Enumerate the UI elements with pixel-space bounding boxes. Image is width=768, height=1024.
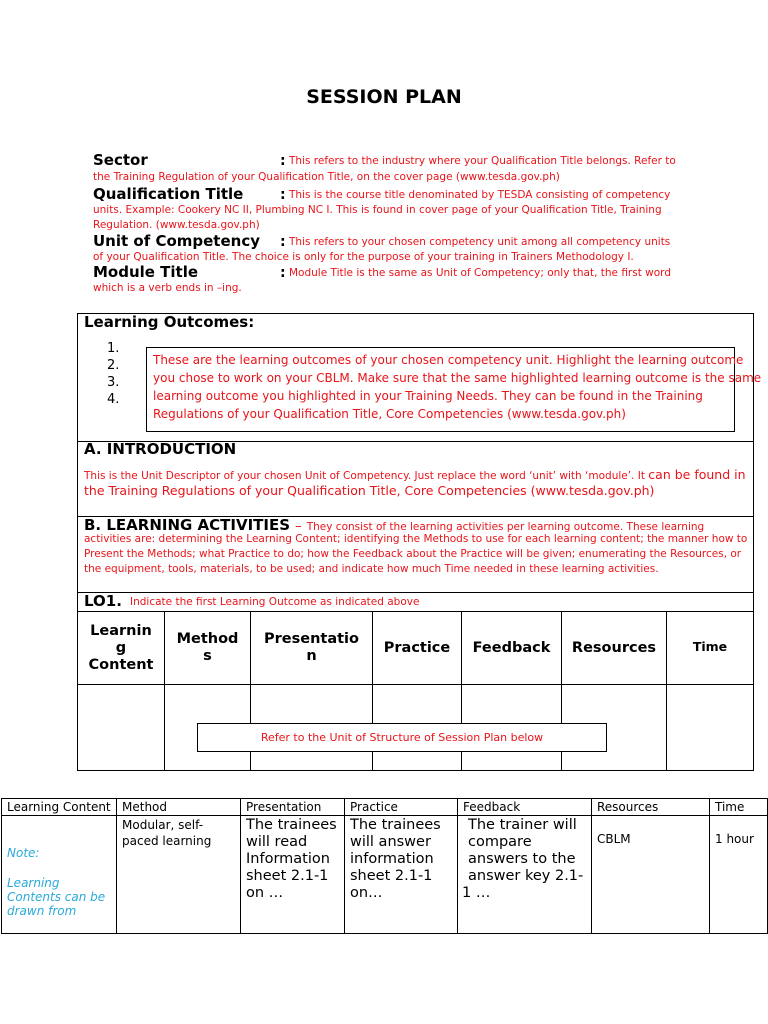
bottom-cell-practice: The trainees will answer information sheet 2.1-1 on…: [345, 816, 458, 934]
lo-number: 3.: [107, 375, 120, 390]
bottom-header-cell: Practice: [345, 799, 458, 816]
bottom-cell-learning-content: [2, 816, 117, 934]
introduction-text-line1: [84, 467, 746, 482]
plan-header-resources: Resources: [571, 639, 657, 656]
sector-desc-line2: the Training Regulation of your Qualification Title, on the cover page (www.tesda.gov.ph): [93, 171, 560, 183]
learning-activities-dash: –: [295, 519, 302, 534]
sector-desc-line1: This refers to the industry where your Qualification Title belongs. Refer to: [289, 155, 676, 167]
lo-note-line: Regulations of your Qualification Title, Core Competencies (www.tesda.gov.ph): [153, 407, 626, 421]
unit-desc-line1: This refers to your chosen competency unit among all competency units: [289, 236, 671, 248]
learning-content-note-line: drawn from: [7, 904, 77, 918]
introduction-text-line2: the Training Regulations of your Qualification Title, Core Competencies (www.tesda.gov.ph): [84, 483, 655, 498]
lo-note-line: learning outcome you highlighted in your Training Needs. They can be found in the Training: [153, 389, 703, 403]
bottom-table: [1, 798, 768, 934]
plan-header-methods: Method s: [176, 631, 239, 664]
learning-content-note-line: Contents can be: [7, 890, 106, 904]
lo-number: 1.: [107, 341, 120, 356]
module-colon: :: [280, 265, 286, 281]
lo-number: 4.: [107, 392, 120, 407]
learning-outcomes-heading: Learning Outcomes:: [84, 313, 255, 331]
learning-content-note-line: Learning: [7, 876, 60, 890]
plan-table-overlay-note: Refer to the Unit of Structure of Session Plan below: [197, 723, 607, 752]
learning-outcomes-note-box: [146, 347, 762, 432]
module-desc-line2: which is a verb ends in –ing.: [93, 282, 242, 294]
page-title: SESSION PLAN: [306, 86, 462, 108]
lo-number: 2.: [107, 358, 120, 373]
qualification-desc-line2: units. Example: Cookery NC II, Plumbing NC I. This is found in cover page of your Qualification Title, Training: [93, 204, 662, 216]
feedback-text-line: The trainer will compare answers to the answer key 2.1-: [468, 817, 584, 884]
learning-activities-desc-line1: They consist of the learning activities per learning outcome. These learning: [306, 521, 705, 533]
table-row: [2, 816, 768, 934]
plan-header-presentation: Presentatio n: [264, 631, 359, 664]
qualification-desc-line1: This is the course title denominated by TESDA consisting of competency: [289, 189, 671, 201]
plan-header-feedback: Feedback: [472, 639, 551, 656]
plan-table-row-divider: [77, 684, 754, 685]
sector-colon: :: [280, 153, 286, 169]
qualification-desc-line3: Regulation. (www.tesda.gov.ph): [93, 219, 260, 231]
learning-activities-desc-line2: activities are: determining the Learning Content; identifying the Methods to use for each learning content; the manner how to: [84, 533, 748, 545]
feedback-text-line: 1 …: [462, 885, 491, 901]
bottom-header-cell: Presentation: [241, 799, 345, 816]
bottom-header-cell: Method: [117, 799, 241, 816]
introduction-text-part-a: This is the Unit Descriptor of your chosen Unit of Competency. Just replace the word ‘unit’ with ‘module’. It: [84, 470, 645, 482]
lo-note-line: you chose to work on your CBLM. Make sure that the same highlighted learning outcome is the same: [153, 371, 762, 385]
bottom-cell-resources: CBLM: [592, 816, 710, 934]
lo-note-line: These are the learning outcomes of your chosen competency unit. Highlight the learning outcome: [153, 353, 744, 367]
bottom-header-cell: Learning Content: [2, 799, 117, 816]
unit-label: Unit of Competency: [93, 232, 260, 250]
bottom-cell-presentation: The trainees will read Information sheet 2.1-1 on …: [241, 816, 345, 934]
plan-header-practice: Practice: [383, 639, 451, 656]
learning-activities-desc-line4: the equipment, tools, materials, to be used; and indicate how much Time needed in these learning activities.: [84, 563, 659, 575]
plan-header-time: Time: [692, 638, 728, 654]
qualification-label: Qualification Title: [93, 185, 244, 203]
module-desc-line1: Module Title is the same as Unit of Competency; only that, the first word: [289, 267, 671, 279]
learning-outcomes-numbers: [107, 340, 119, 408]
bottom-cell-time: 1 hour: [710, 816, 768, 934]
learning-activities-heading: B. LEARNING ACTIVITIES: [84, 516, 291, 534]
bottom-cell-method: Modular, self-paced learning: [117, 816, 241, 934]
bottom-header-cell: Time: [710, 799, 768, 816]
qualification-colon: :: [280, 187, 286, 203]
bottom-header-cell: Resources: [592, 799, 710, 816]
sector-label: Sector: [93, 151, 148, 169]
plan-header-learning-content: Learnin g Content: [88, 622, 154, 673]
learning-content-note-line: Note:: [7, 846, 40, 860]
bottom-table-header-row: [2, 799, 768, 816]
learning-activities-desc-line3: Present the Methods; what Practice to do; how the Feedback about the Practice will be given; enumerating the Resources, or: [84, 548, 742, 560]
unit-colon: :: [280, 234, 286, 250]
lo1-desc: Indicate the first Learning Outcome as indicated above: [130, 596, 420, 608]
introduction-heading: A. INTRODUCTION: [84, 440, 237, 458]
bottom-cell-feedback: [458, 816, 592, 934]
introduction-text-part-b: can be found in: [648, 467, 746, 482]
module-label: Module Title: [93, 263, 199, 281]
lo1-label: LO1.: [84, 592, 122, 610]
bottom-header-cell: Feedback: [458, 799, 592, 816]
unit-desc-line2: of your Qualification Title. The choice is only for the purpose of your training in Trainers Methodology I.: [93, 251, 634, 263]
